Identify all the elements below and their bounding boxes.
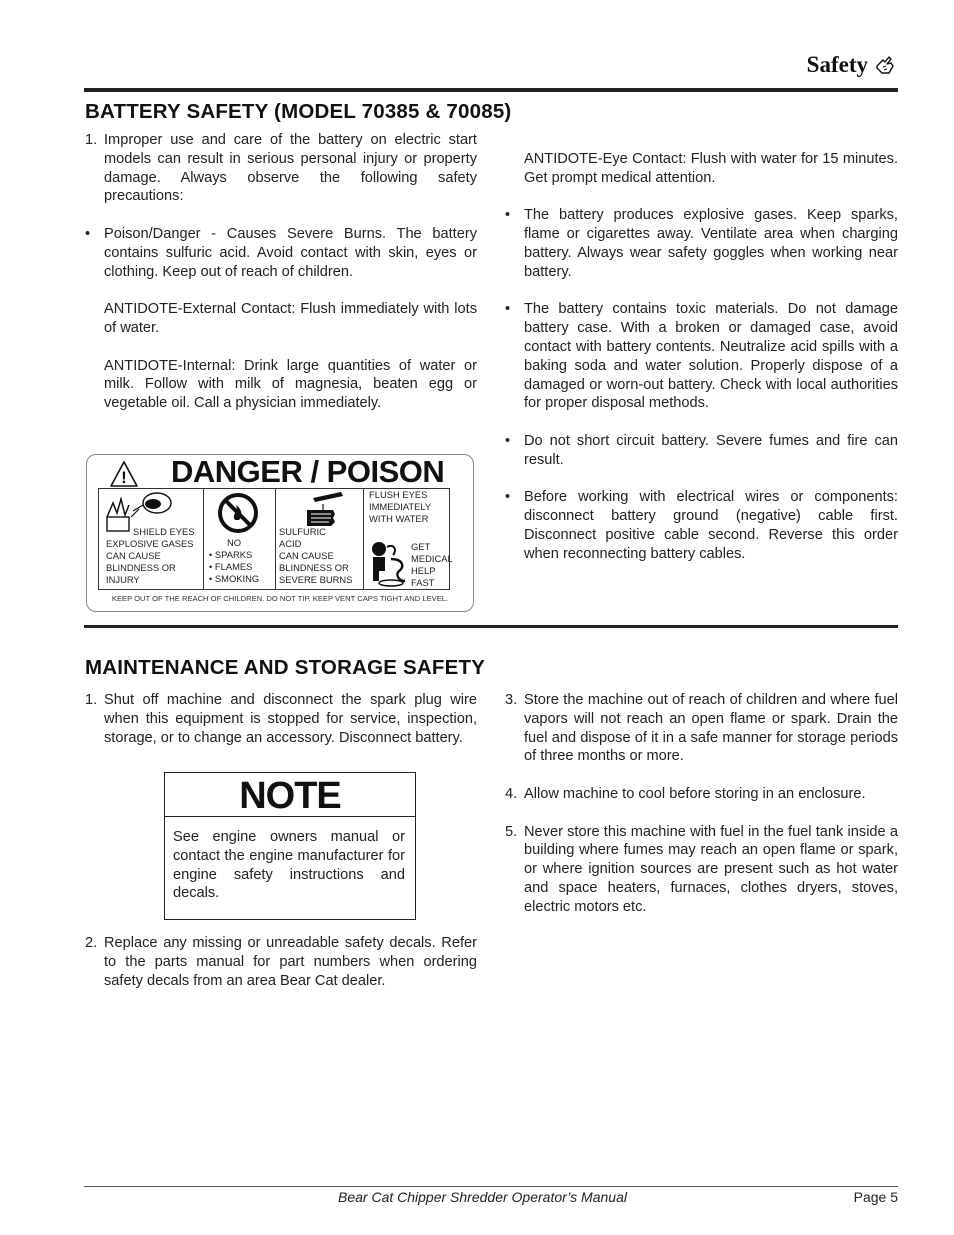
bullet-mark: • (505, 207, 511, 224)
item-number: 4. (505, 785, 518, 802)
decal-text: SEVERE BURNS (279, 574, 353, 585)
decal-text: NO (227, 537, 242, 548)
maintenance-title: MAINTENANCE AND STORAGE SAFETY (85, 656, 486, 679)
section-rule (84, 625, 898, 628)
bullet-text: Before working with electrical wires or components: disconnect battery ground (negative) cable first. Disconnect positive cable second. Reverse this order when reconnecting battery cables. (524, 489, 898, 562)
bullet-mark: • (505, 489, 511, 506)
bullet-text: Do not short circuit battery. Severe fumes and fire can result. (524, 432, 898, 468)
danger-poison-decal (86, 454, 474, 612)
decal-footer: KEEP OUT OF THE REACH OF CHILDREN. DO NOT TIP. KEEP VENT CAPS TIGHT AND LEVEL. (111, 594, 449, 603)
note-title: NOTE (165, 773, 415, 817)
decal-text: CAN CAUSE (106, 550, 161, 561)
battery-right-column (505, 150, 898, 564)
item-number: 3. (505, 692, 518, 708)
bullet-mark: • (505, 432, 511, 449)
item-text: Never store this machine with fuel in the fuel tank inside a building where fumes may reach an open flame or spark, or where ignition sources are present such as hot water and space heaters, furnaces, clothes dryers, stoves, electric motors etc. (524, 823, 898, 915)
battery-bullet-toxic (505, 300, 898, 413)
footer-page-number: Page 5 (853, 1189, 898, 1205)
footer-manual-title: Bear Cat Chipper Shredder Operator’s Manual (338, 1189, 627, 1205)
decal-text: WITH WATER (369, 513, 429, 524)
antidote-internal: ANTIDOTE-Internal: Drink large quantities of water or milk. Follow with milk of magnesia, beaten egg or vegetable oil. Call a physician immediately. (104, 357, 477, 412)
item-text: Store the machine out of reach of children and where fuel vapors will not reach an open flame or spark. Drain the fuel and dispose of it in a safe manner for storage periods of three months or more. (524, 692, 898, 765)
battery-bullet-gases (505, 206, 898, 281)
antidote-eye: ANTIDOTE-Eye Contact: Flush with water for 15 minutes. Get prompt medical attention. (524, 151, 898, 186)
decal-text: MEDICAL (411, 553, 453, 564)
decal-cell-sulfuric-acid (275, 489, 364, 589)
no-smoking-icon (217, 492, 259, 534)
maintenance-item-5 (505, 823, 898, 917)
maintenance-right-column (505, 691, 898, 917)
decal-text: SULFURIC (279, 526, 326, 537)
decal-text: EXPLOSIVE GASES (106, 538, 194, 549)
battery-bullet-cables (505, 488, 898, 563)
decal-text: • FLAMES (209, 561, 253, 572)
note-body: See engine owners manual or contact the engine manufacturer for engine safety instructions and decals. (173, 829, 405, 902)
item-number: 1. (85, 132, 98, 148)
decal-text: SHIELD EYES (133, 526, 195, 537)
decal-text: FAST (411, 577, 435, 588)
item-text: Allow machine to cool before storing in an enclosure. (524, 785, 866, 802)
eyewash-icon (365, 537, 411, 587)
bullet-text: The battery contains toxic materials. Do not damage battery case. With a broken or damaged case, avoid contact with battery contents. Neutralize acid spills with a baking soda and water solution. Properly dispose of a damaged or worn-out battery. Check with local authorities for proper disposal methods. (524, 301, 898, 412)
decal-text: ACID (279, 538, 302, 549)
item-number: 1. (85, 692, 98, 708)
bullet-mark: • (505, 301, 511, 318)
maintenance-item-1 (85, 691, 477, 747)
item-text: Shut off machine and disconnect the spark plug wire when this equipment is stopped for service, inspection, storage, or to change an accessory. Disconnect battery. (104, 692, 477, 746)
maintenance-item-2 (85, 934, 477, 990)
decal-title: DANGER / POISON (171, 454, 445, 489)
warning-mark: ! (121, 468, 127, 487)
decal-text: BLINDNESS OR (106, 562, 176, 573)
pointing-hand-icon (874, 54, 896, 76)
decal-text: FLUSH EYES (369, 489, 428, 500)
decal-cell-flush-eyes (363, 489, 453, 589)
note-box (164, 772, 416, 920)
decal-text: HELP (411, 565, 436, 576)
decal-text: • SPARKS (209, 549, 253, 560)
poison-text: Poison/Danger - Causes Severe Burns. The battery contains sulfuric acid. Avoid contact with skin, eyes or clothing. Keep out of reach of children. (104, 225, 477, 280)
item-text: Replace any missing or unreadable safety decals. Refer to the parts manual for part numbers when ordering safety decals from an area Bear Cat dealer. (104, 935, 477, 989)
decal-text: GET (411, 541, 431, 552)
battery-safety-title: BATTERY SAFETY (MODEL 70385 & 70085) (85, 100, 512, 123)
battery-bullet-short (505, 432, 898, 470)
section-label: Safety (806, 52, 868, 77)
bullet-mark: • (85, 225, 91, 242)
maintenance-item-3 (505, 691, 898, 766)
decal-text: BLINDNESS OR (279, 562, 349, 573)
acid-hand-icon (293, 490, 353, 528)
item-text: Improper use and care of the battery on electric start models can result in serious personal injury or property damage. Always observe the following safety precautions: (104, 132, 477, 205)
bullet-text: The battery produces explosive gases. Keep sparks, flame or cigarettes away. Ventilate area when charging battery. Always wear safety goggles when working near battery. (524, 207, 898, 280)
header-rule (84, 88, 898, 92)
poison-bullet (85, 225, 477, 281)
decal-text: CAN CAUSE (279, 550, 334, 561)
section-header (807, 52, 896, 78)
battery-item-1 (85, 131, 477, 206)
antidote-external: ANTIDOTE-External Contact: Flush immediately with lots of water. (104, 301, 477, 336)
decal-text: IMMEDIATELY (369, 501, 432, 512)
decal-cell-no-sparks (203, 489, 276, 589)
warning-triangle-icon (109, 460, 139, 488)
decal-text: INJURY (106, 574, 140, 585)
footer-rule (84, 1186, 898, 1187)
decal-cell-shield-eyes (99, 489, 204, 589)
battery-left-column (85, 131, 477, 413)
maintenance-item-4 (505, 785, 898, 804)
decal-text: • SMOKING (209, 573, 260, 584)
decal-grid (98, 488, 453, 590)
item-number: 5. (505, 823, 518, 840)
item-number: 2. (85, 935, 98, 951)
